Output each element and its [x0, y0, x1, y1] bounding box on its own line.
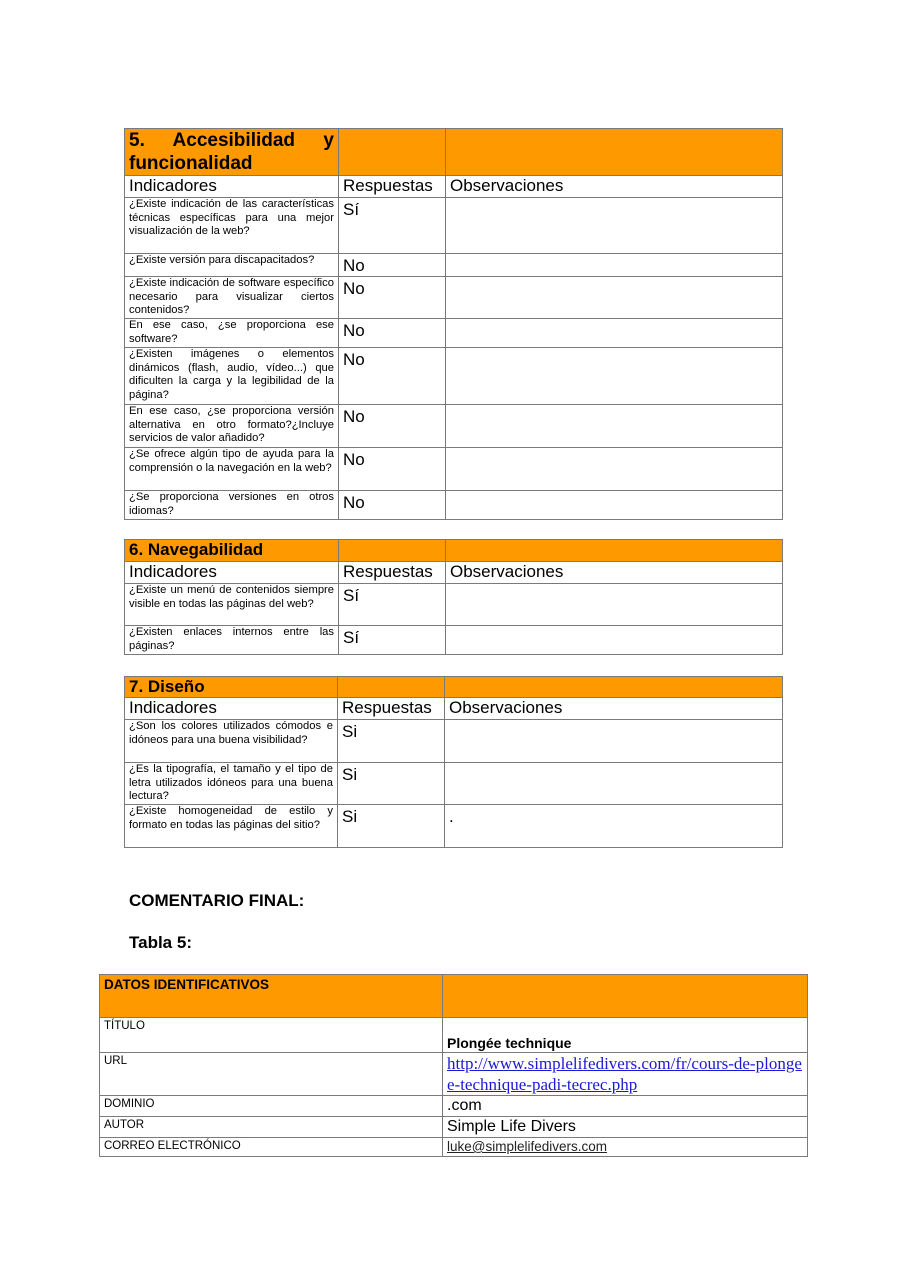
navegabilidad-table: [124, 539, 783, 655]
table-row: ¿Existe un menú de contenidos siempre visible en todas las páginas del web? Sí: [125, 584, 783, 626]
dominio-value: .com: [443, 1096, 808, 1117]
col-header-indicadores: Indicadores: [125, 562, 339, 584]
answer-cell: No: [339, 277, 446, 319]
observation-cell: [446, 405, 783, 448]
col-header-indicadores: Indicadores: [125, 176, 339, 198]
answer-cell: Si: [338, 763, 445, 805]
accesibilidad-table: [124, 128, 783, 520]
col-header-observaciones: Observaciones: [446, 562, 783, 584]
section-title: 6. Navegabilidad: [125, 540, 339, 562]
col-header-observaciones: Observaciones: [445, 698, 783, 720]
autor-label: AUTOR: [100, 1117, 443, 1138]
titulo-value: Plongée technique: [443, 1018, 808, 1053]
table-row: ¿Existe homogeneidad de estilo y formato en todas las páginas del sitio? Si .: [125, 805, 783, 848]
tabla-label: Tabla 5:: [129, 933, 192, 952]
observation-cell: [445, 720, 783, 763]
col-header-observaciones: Observaciones: [446, 176, 783, 198]
email-link[interactable]: luke@simplelifedivers.com: [447, 1139, 608, 1154]
table-row: ¿Se proporciona versiones en otros idiomas? No: [125, 491, 783, 520]
answer-cell: No: [339, 319, 446, 348]
observation-cell: [445, 763, 783, 805]
col-header-respuestas: Respuestas: [339, 562, 446, 584]
answer-cell: No: [339, 254, 446, 277]
table-row: ¿Existe indicación de software específico necesario para visualizar ciertos contenidos? No: [125, 277, 783, 319]
answer-cell: Sí: [339, 626, 446, 655]
answer-cell: Sí: [339, 198, 446, 254]
table-row: ¿Existen enlaces internos entre las páginas? Sí: [125, 626, 783, 655]
correo-label: CORREO ELECTRÓNICO: [100, 1138, 443, 1157]
datos-title: DATOS IDENTIFICATIVOS: [100, 975, 443, 1018]
col-header-respuestas: Respuestas: [339, 176, 446, 198]
table-row: En ese caso, ¿se proporciona ese software? No: [125, 319, 783, 348]
observation-cell: [446, 584, 783, 626]
answer-cell: Si: [338, 720, 445, 763]
observation-cell: [446, 491, 783, 520]
observation-cell: [446, 277, 783, 319]
table-row: ¿Existe versión para discapacitados? No: [125, 254, 783, 277]
col-header-respuestas: Respuestas: [338, 698, 445, 720]
observation-cell: [446, 319, 783, 348]
answer-cell: Si: [338, 805, 445, 848]
table-row: ¿Son los colores utilizados cómodos e idóneos para una buena visibilidad? Si: [125, 720, 783, 763]
url-label: URL: [100, 1053, 443, 1096]
table-row: ¿Se ofrece algún tipo de ayuda para la comprensión o la navegación en la web? No: [125, 448, 783, 491]
observation-cell: [446, 448, 783, 491]
col-header-indicadores: Indicadores: [125, 698, 338, 720]
answer-cell: No: [339, 448, 446, 491]
observation-cell: .: [445, 805, 783, 848]
section-title: 5. Accesibilidad y funcionalidad: [125, 129, 339, 176]
table-row: En ese caso, ¿se proporciona versión alternativa en otro formato?¿Incluye servicios de valor añadido? No: [125, 405, 783, 448]
table-row: ¿Existen imágenes o elementos dinámicos (flash, audio, vídeo...) que dificulten la carga y la legibilidad de la página? No: [125, 348, 783, 405]
dominio-label: DOMINIO: [100, 1096, 443, 1117]
table-row: ¿Existe indicación de las características técnicas específicas para una mejor visualización de la web? Sí: [125, 198, 783, 254]
diseno-table: [124, 676, 783, 848]
observation-cell: [446, 348, 783, 405]
datos-identificativos-table: [99, 974, 808, 1157]
autor-value: Simple Life Divers: [443, 1117, 808, 1138]
url-link[interactable]: http://www.simplelifedivers.com/fr/cours-de-plongee-technique-padi-tecrec.php: [447, 1054, 802, 1094]
answer-cell: Sí: [339, 584, 446, 626]
observation-cell: [446, 254, 783, 277]
answer-cell: No: [339, 405, 446, 448]
comentario-final-heading: COMENTARIO FINAL:: [129, 891, 305, 910]
observation-cell: [446, 626, 783, 655]
answer-cell: No: [339, 491, 446, 520]
observation-cell: [446, 198, 783, 254]
section-title: 7. Diseño: [125, 677, 338, 698]
titulo-label: TÍTULO: [100, 1018, 443, 1053]
answer-cell: No: [339, 348, 446, 405]
table-row: ¿Es la tipografía, el tamaño y el tipo de letra utilizados idóneos para una buena lectura? Si: [125, 763, 783, 805]
